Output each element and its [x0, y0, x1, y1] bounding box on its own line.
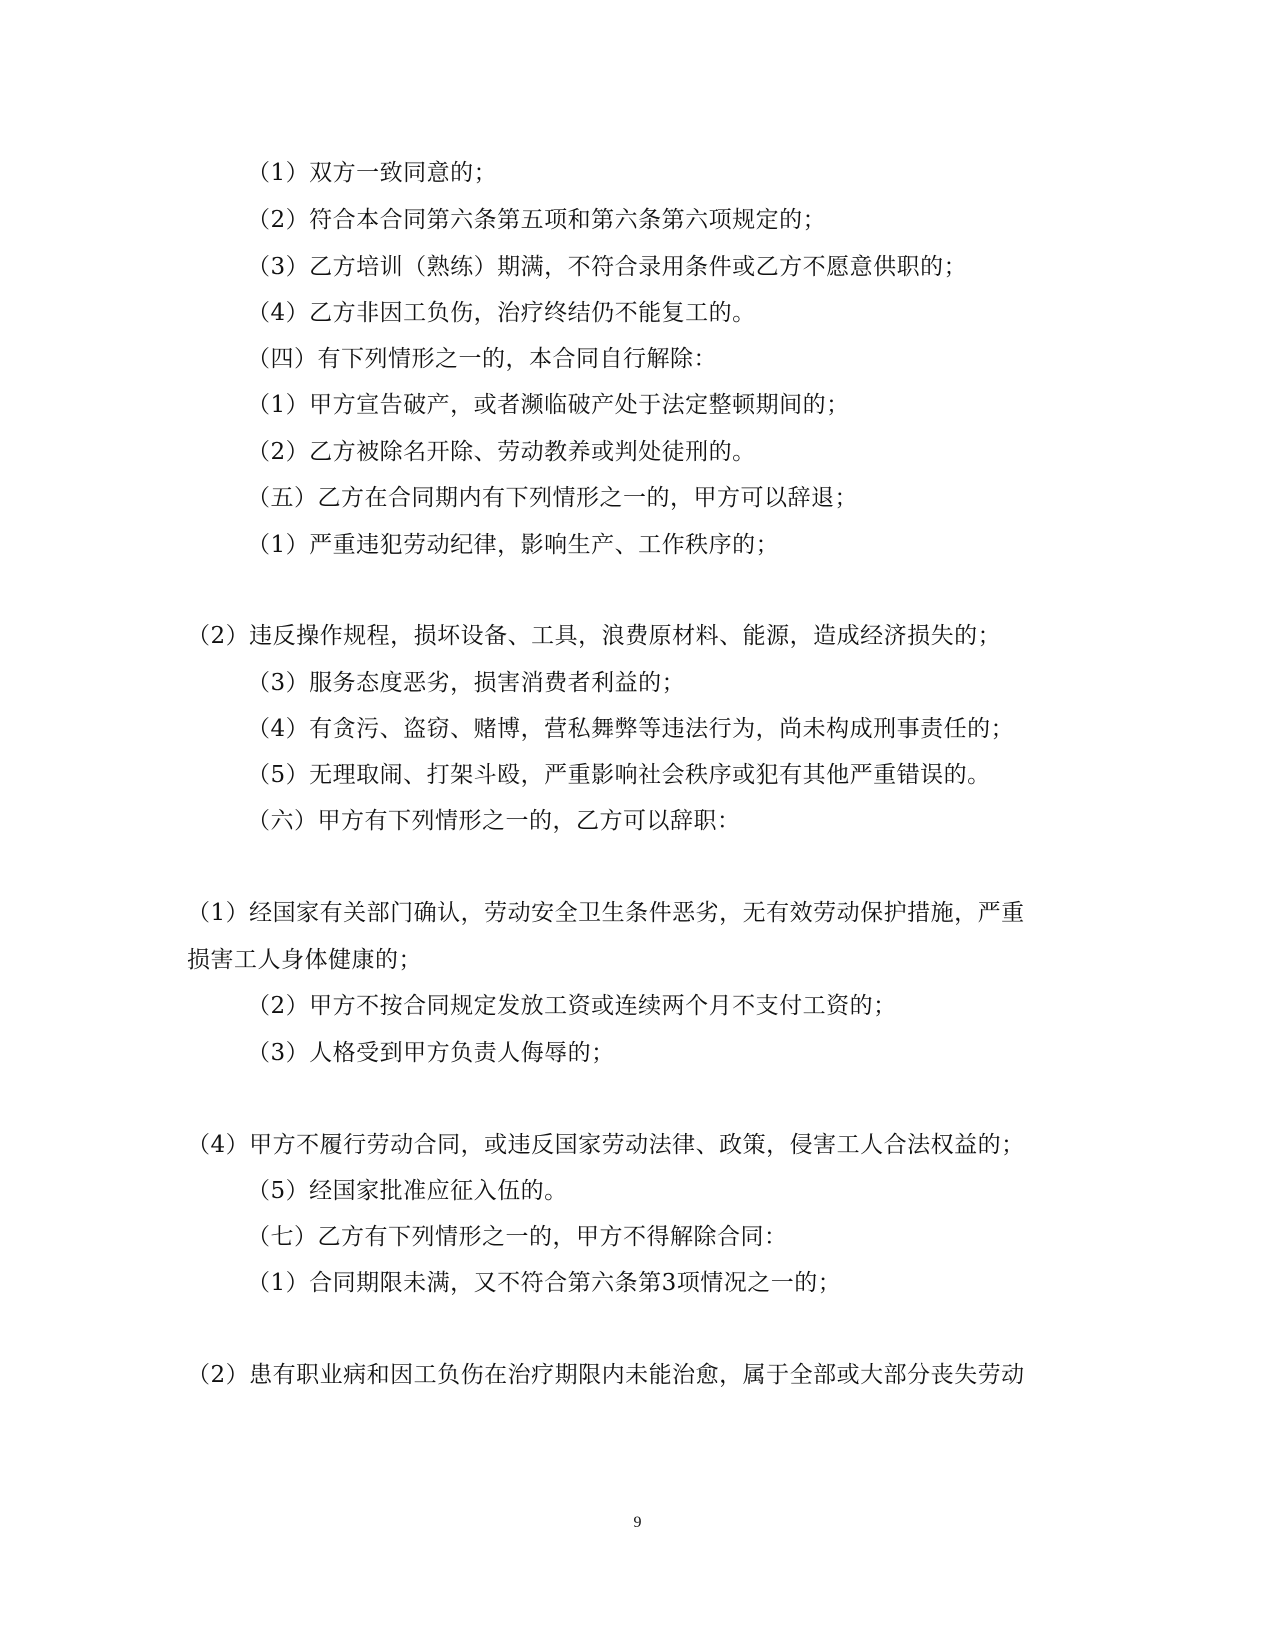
text-line: （2）符合本合同第六条第五项和第六条第六项规定的；	[247, 207, 827, 233]
page-number: 9	[633, 1514, 642, 1531]
text-line: （4）有贪污、盗窃、赌博，营私舞弊等违法行为，尚未构成刑事责任的；	[247, 716, 1015, 742]
text-line: （2）患有职业病和因工负伤在治疗期限内未能治愈，属于全部或大部分丧失劳动	[187, 1362, 1025, 1388]
section-heading: （五）乙方在合同期内有下列情形之一的，甲方可以辞退；	[247, 485, 858, 511]
section-heading: （七）乙方有下列情形之一的，甲方不得解除合同：	[247, 1224, 788, 1250]
text-line: （1）双方一致同意的；	[247, 160, 498, 186]
section-heading: （六）甲方有下列情形之一的，乙方可以辞职：	[247, 808, 741, 834]
text-line: （2）乙方被除名开除、劳动教养或判处徒刑的。	[247, 439, 756, 465]
text-line: （1）合同期限未满，又不符合第六条第3项情况之一的；	[247, 1270, 842, 1296]
text-line: （1）甲方宣告破产，或者濒临破产处于法定整顿期间的；	[247, 392, 850, 418]
section-heading: （四）有下列情形之一的，本合同自行解除：	[247, 346, 717, 372]
text-line: （1）严重违犯劳动纪律，影响生产、工作秩序的；	[247, 532, 780, 558]
text-line: （4）乙方非因工负伤，治疗终结仍不能复工的。	[247, 300, 756, 326]
text-line: （5）无理取闹、打架斗殴，严重影响社会秩序或犯有其他严重错误的。	[247, 762, 991, 788]
text-line: （1）经国家有关部门确认，劳动安全卫生条件恶劣，无有效劳动保护措施，严重	[187, 900, 1025, 926]
text-line: （4）甲方不履行劳动合同，或违反国家劳动法律、政策，侵害工人合法权益的；	[187, 1132, 1025, 1158]
text-line: （2）甲方不按合同规定发放工资或连续两个月不支付工资的；	[247, 993, 897, 1019]
text-line: （5）经国家批准应征入伍的。	[247, 1178, 568, 1204]
text-line: 损害工人身体健康的；	[187, 947, 422, 973]
text-line: （3）乙方培训（熟练）期满，不符合录用条件或乙方不愿意供职的；	[247, 254, 968, 280]
text-line: （2）违反操作规程，损坏设备、工具，浪费原材料、能源，造成经济损失的；	[187, 623, 1002, 649]
text-line: （3）服务态度恶劣，损害消费者利益的；	[247, 670, 686, 696]
text-line: （3）人格受到甲方负责人侮辱的；	[247, 1040, 615, 1066]
